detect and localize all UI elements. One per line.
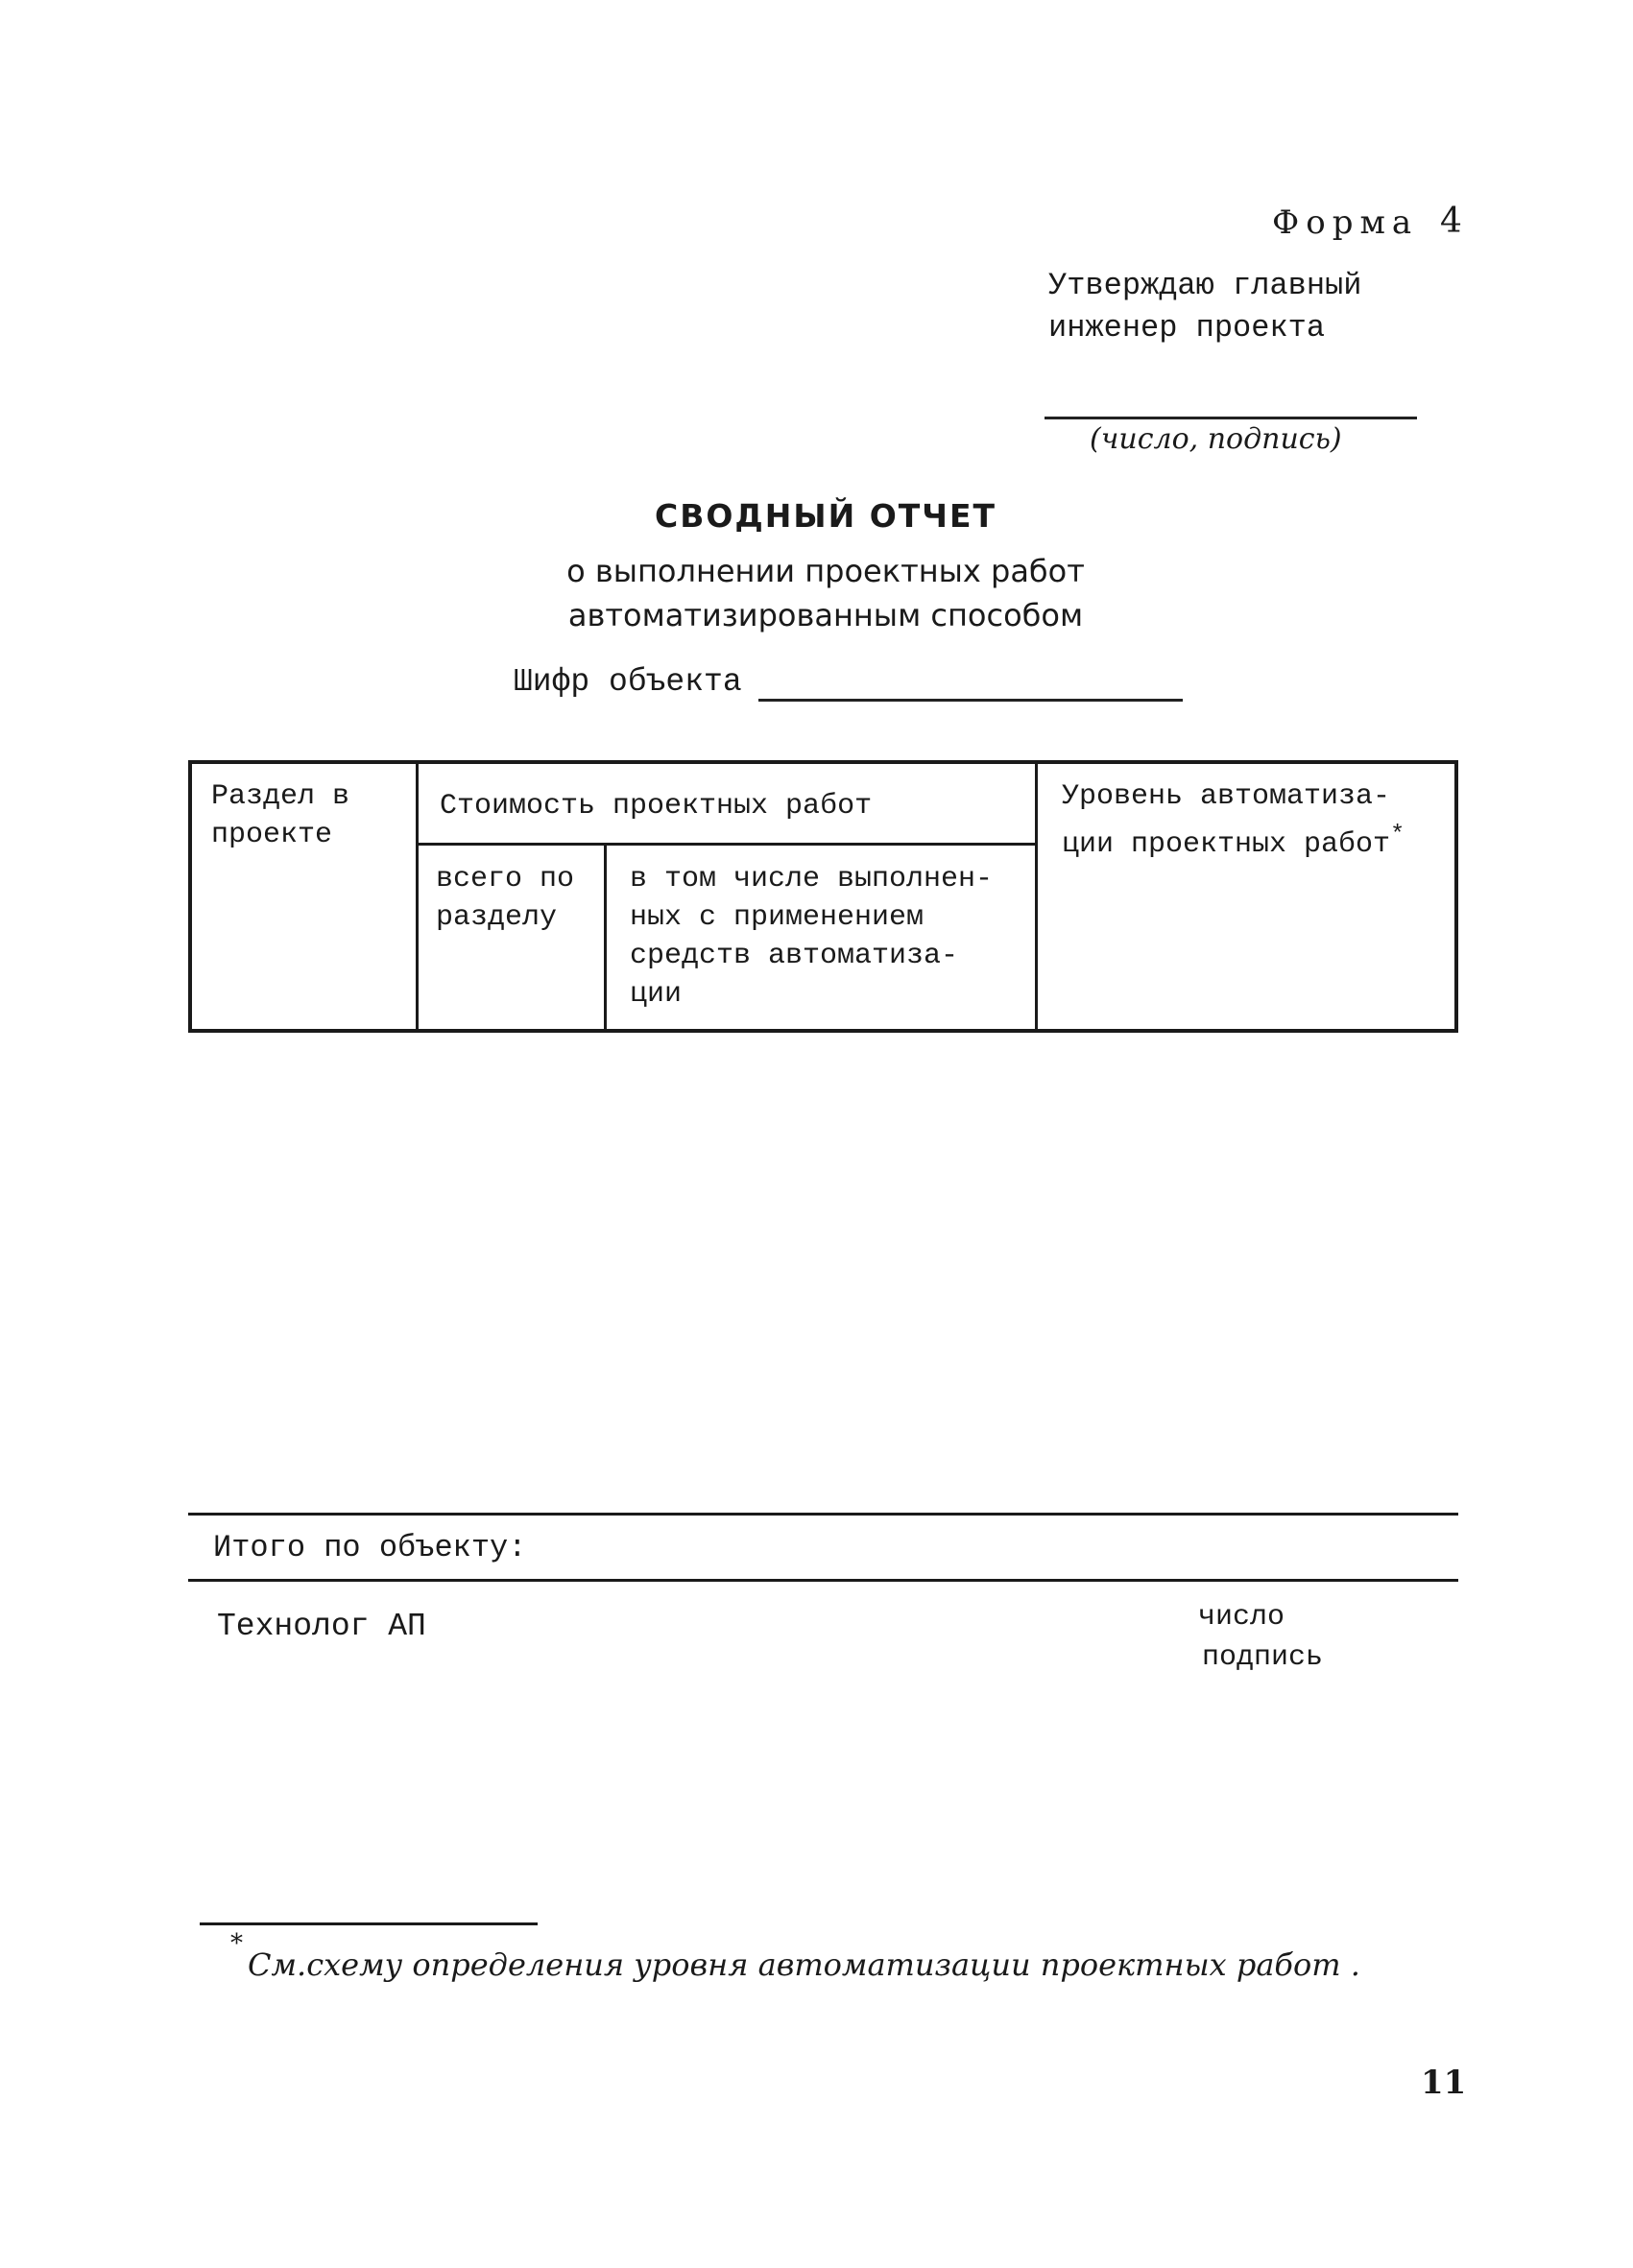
- document-subtitle: [0, 549, 1633, 637]
- totals-bottom-rule: [188, 1579, 1458, 1582]
- footnote-star: *: [230, 1929, 243, 1958]
- header-automated-line: средств автоматиза-: [630, 940, 959, 972]
- approval-line-2: инженер проекта: [1048, 310, 1326, 346]
- object-code-field-line: [758, 699, 1183, 702]
- footnote-rule: [200, 1922, 538, 1925]
- approval-block: [1048, 265, 1361, 349]
- header-level-text: ции проектных работ: [1062, 828, 1391, 861]
- header-level-line: Уровень автоматиза-: [1062, 780, 1391, 813]
- technologist-sign-label: подпись: [1202, 1641, 1324, 1674]
- table-divider: [604, 845, 607, 1029]
- header-automated-line: ных с применением: [630, 901, 925, 934]
- report-table: [188, 760, 1458, 1033]
- table-divider: [416, 764, 419, 1029]
- footnote-text: См.схему определения уровня автоматизации проектных работ .: [248, 1946, 1360, 1983]
- table-divider: [1035, 764, 1038, 1029]
- header-automated-line: в том числе выполнен-: [630, 863, 994, 895]
- header-section-line: Раздел в: [211, 780, 350, 813]
- header-automated-line: ции: [630, 978, 683, 1011]
- footnote-marker: *: [1390, 821, 1405, 848]
- header-automation-level: [1062, 777, 1405, 864]
- subtitle-line-2: автоматизированным способом: [567, 597, 1084, 633]
- technologist-date-label: число: [1198, 1601, 1285, 1634]
- form-number: 4: [1440, 202, 1462, 241]
- header-level-line: [1062, 816, 1405, 864]
- header-total-by-section: [436, 860, 574, 937]
- page-number: 11: [1421, 2064, 1467, 2102]
- document-title: СВОДНЫЙ ОТЧЕТ: [654, 497, 997, 535]
- header-cost: Стоимость проектных работ: [440, 790, 873, 823]
- object-code-label: Шифр объекта: [514, 664, 742, 700]
- signature-line: [1045, 417, 1417, 419]
- header-total-line: всего по: [436, 863, 575, 895]
- header-automated-cost: [630, 860, 993, 1014]
- header-section: [211, 777, 349, 854]
- form-label: Форма: [1272, 203, 1419, 242]
- approval-line-1: Утверждаю главный: [1048, 268, 1362, 303]
- signature-caption: (число, подпись): [1090, 422, 1342, 456]
- table-divider: [416, 843, 1035, 846]
- header-section-line: проекте: [211, 819, 333, 851]
- subtitle-line-1: о выполнении проектных работ: [566, 553, 1085, 589]
- header-total-line: разделу: [436, 901, 558, 934]
- technologist-label: Технолог АП: [217, 1609, 426, 1644]
- totals-label: Итого по объекту:: [213, 1530, 527, 1565]
- totals-top-rule: [188, 1513, 1458, 1516]
